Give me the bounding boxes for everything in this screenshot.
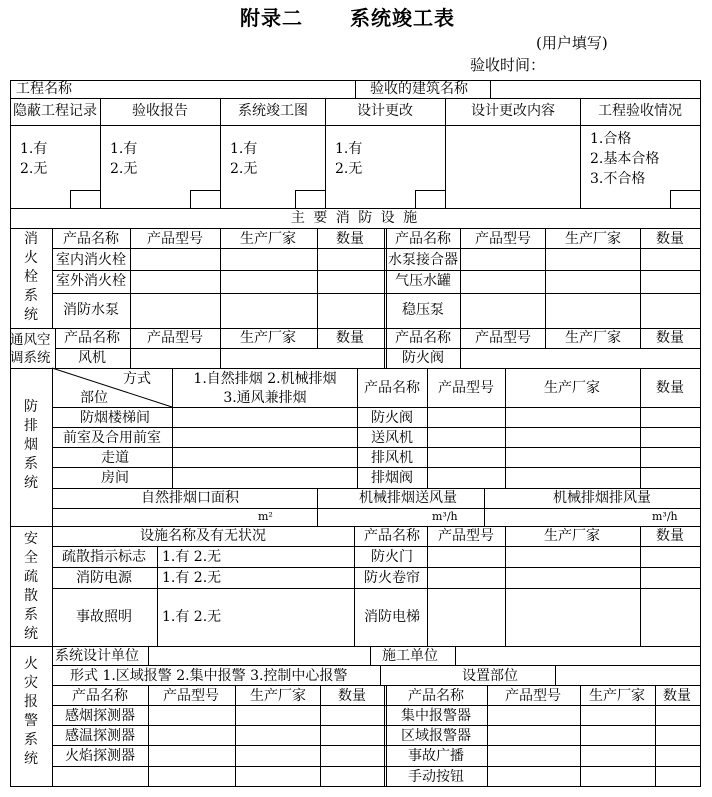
- rule: [427, 526, 428, 646]
- acceptance-status-header: 工程验收情况: [598, 103, 682, 119]
- unit-m3h: m³/h: [432, 510, 458, 523]
- status-basic-pass: 2.基本合格: [590, 151, 660, 167]
- col-quantity: 数量: [656, 380, 684, 396]
- rule: [157, 546, 158, 646]
- rule: [380, 665, 381, 685]
- rule: [52, 567, 701, 568]
- building-name-label: 验收的建筑名称: [370, 81, 468, 97]
- item-indoor-hydrant: 室内消火栓: [56, 252, 126, 268]
- col-product-name: 产品名称: [364, 380, 420, 396]
- emergency-lighting-status: 1.有 2.无: [162, 609, 222, 625]
- col-quantity: 数量: [656, 330, 684, 346]
- status-fail: 3.不合格: [590, 171, 646, 187]
- location-label: 设置部位: [462, 668, 518, 684]
- col-product-name: 产品名称: [364, 528, 420, 544]
- item-flame-detector: 火焰探测器: [65, 748, 135, 764]
- rule: [487, 685, 488, 787]
- design-change-header: 设计更改: [357, 103, 413, 119]
- col-manufacturer: 生产厂家: [565, 330, 621, 346]
- part-room: 房间: [101, 470, 129, 486]
- rule: [148, 685, 149, 787]
- col-manufacturer: 生产厂家: [250, 688, 306, 704]
- item-fan: 风机: [78, 350, 106, 366]
- rule: [505, 526, 506, 646]
- rule: [52, 766, 701, 767]
- fire-power-status: 1.有 2.无: [162, 570, 222, 586]
- item-fire-damper: 防火阀: [371, 410, 413, 426]
- rule: [52, 546, 701, 547]
- natural-vent-area-header: 自然排烟口面积: [141, 490, 239, 506]
- mode-label: 方式: [123, 371, 151, 387]
- hidden-works-header: 隐蔽工程记录: [13, 103, 97, 119]
- status-pass: 1.合格: [590, 131, 632, 147]
- item-fire-door: 防火门: [371, 549, 413, 565]
- col-quantity: 数量: [336, 231, 364, 247]
- user-fill-note: (用户填写): [536, 34, 608, 52]
- item-fire-shutter: 防火卷帘: [364, 570, 420, 586]
- rule: [455, 646, 456, 665]
- col-manufacturer: 生产厂家: [544, 528, 600, 544]
- rule: [10, 646, 701, 647]
- item-emergency-lighting: 事故照明: [76, 609, 132, 625]
- smoke-modes-line1: 1.自然排烟 2.机械排烟: [193, 371, 337, 387]
- rule: [370, 646, 371, 665]
- col-product-name: 产品名称: [72, 688, 128, 704]
- option-no: 2.无: [110, 161, 138, 177]
- part-anteroom: 前室及合用前室: [63, 430, 161, 446]
- col-product-name: 产品名称: [64, 330, 120, 346]
- item-fire-damper: 防火阀: [402, 350, 444, 366]
- hvac-system-label: 通风空调系统: [10, 332, 51, 366]
- rule: [555, 665, 556, 685]
- option-yes: 1.有: [230, 141, 258, 157]
- appendix-label: 附录二: [240, 6, 303, 30]
- item-fire-pump: 消防水泵: [63, 302, 119, 318]
- item-supply-fan: 送风机: [371, 430, 413, 446]
- mech-exhaust-volume-header: 机械排烟排风量: [553, 490, 651, 506]
- facility-status-header: 设施名称及有无状况: [140, 528, 266, 544]
- rule: [580, 685, 581, 787]
- rule: [52, 745, 701, 746]
- item-manual-button: 手动按钮: [408, 769, 464, 785]
- col-quantity: 数量: [336, 330, 364, 346]
- col-manufacturer: 生产厂家: [240, 330, 296, 346]
- item-smoke-valve: 排烟阀: [371, 470, 413, 486]
- col-product-name: 产品名称: [395, 330, 451, 346]
- alarm-form-options: 形式 1.区域报警 2.集中报警 3.控制中心报警: [70, 668, 348, 684]
- item-smoke-detector: 感烟探测器: [65, 708, 135, 724]
- col-manufacturer: 生产厂家: [589, 688, 645, 704]
- design-unit-label: 系统设计单位: [55, 648, 139, 664]
- rule: [148, 646, 149, 665]
- col-quantity: 数量: [656, 231, 684, 247]
- unit-m2: m²: [258, 510, 273, 523]
- part-label: 部位: [80, 390, 108, 406]
- design-change-content-header: 设计更改内容: [471, 103, 555, 119]
- rule: [386, 685, 387, 787]
- item-outdoor-hydrant: 室外消火栓: [56, 273, 126, 289]
- mech-supply-volume-header: 机械排烟送风量: [359, 490, 457, 506]
- option-yes: 1.有: [20, 141, 48, 157]
- rule: [52, 526, 53, 646]
- col-product-model: 产品型号: [147, 231, 203, 247]
- item-fire-power: 消防电源: [76, 570, 132, 586]
- as-built-drawing-header: 系统竣工图: [238, 103, 308, 119]
- acceptance-report-header: 验收报告: [132, 103, 188, 119]
- rule: [320, 685, 321, 787]
- col-product-name: 产品名称: [408, 688, 464, 704]
- rule: [52, 685, 701, 686]
- construction-unit-label: 施工单位: [382, 648, 438, 664]
- option-yes: 1.有: [335, 141, 363, 157]
- item-zone-alarm: 区域报警器: [401, 728, 471, 744]
- rule: [52, 588, 701, 589]
- col-product-model: 产品型号: [163, 688, 219, 704]
- unit-m3h: m³/h: [652, 510, 678, 523]
- part-corridor: 走道: [101, 450, 129, 466]
- col-product-model: 产品型号: [438, 528, 494, 544]
- col-product-model: 产品型号: [505, 688, 561, 704]
- col-product-model: 产品型号: [438, 380, 494, 396]
- rule: [52, 665, 701, 666]
- option-no: 2.无: [20, 161, 48, 177]
- item-stabilizer-pump: 稳压泵: [402, 302, 444, 318]
- smoke-modes-line2: 3.通风兼排烟: [223, 390, 307, 406]
- page-title: 系统竣工表: [350, 6, 455, 30]
- col-manufacturer: 生产厂家: [544, 380, 600, 396]
- item-pump-adapter: 水泵接合器: [388, 252, 458, 268]
- item-pressure-tank: 气压水罐: [395, 273, 451, 289]
- item-exhaust-fan: 排风机: [371, 450, 413, 466]
- smoke-system-label: 防排烟系统: [24, 399, 38, 491]
- col-product-model: 产品型号: [475, 330, 531, 346]
- option-no: 2.无: [335, 161, 363, 177]
- hydrant-system-label: 消火栓系统: [24, 231, 38, 323]
- col-product-name: 产品名称: [63, 231, 119, 247]
- item-fire-elevator: 消防电梯: [364, 609, 420, 625]
- item-heat-detector: 感温探测器: [65, 728, 135, 744]
- col-quantity: 数量: [656, 528, 684, 544]
- rule: [655, 685, 656, 787]
- rule: [52, 725, 701, 726]
- col-product-name: 产品名称: [395, 231, 451, 247]
- rule: [640, 526, 641, 646]
- option-no: 2.无: [230, 161, 258, 177]
- main-facilities-title: 主 要 消 防 设 施: [290, 210, 420, 226]
- acceptance-time-label: 验收时间：: [470, 56, 546, 74]
- item-exit-sign: 疏散指示标志: [62, 549, 146, 565]
- rule: [384, 685, 385, 787]
- alarm-system-label: 火灾报警系统: [24, 656, 38, 767]
- evacuation-system-label: 安全疏散系统: [24, 531, 38, 642]
- col-quantity: 数量: [663, 688, 691, 704]
- item-central-alarm: 集中报警器: [401, 708, 471, 724]
- rule: [235, 685, 236, 787]
- part-stairwell: 防烟楼梯间: [80, 410, 150, 426]
- rule: [52, 705, 701, 706]
- col-manufacturer: 生产厂家: [565, 231, 621, 247]
- col-quantity: 数量: [338, 688, 366, 704]
- option-yes: 1.有: [110, 141, 138, 157]
- col-manufacturer: 生产厂家: [240, 231, 296, 247]
- exit-sign-status: 1.有 2.无: [162, 549, 222, 565]
- rule: [354, 526, 355, 646]
- col-product-model: 产品型号: [147, 330, 203, 346]
- project-name-label: 工程名称: [16, 81, 72, 97]
- item-emergency-broadcast: 事故广播: [408, 748, 464, 764]
- col-product-model: 产品型号: [475, 231, 531, 247]
